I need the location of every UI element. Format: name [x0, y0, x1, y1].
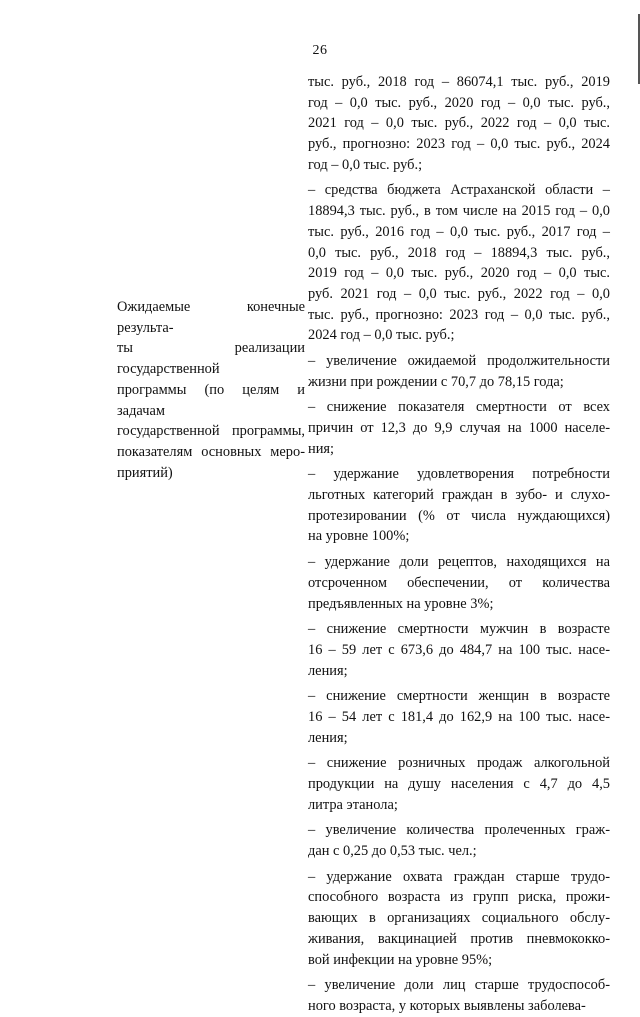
text-line: литра этанола;	[308, 796, 398, 813]
text-line: – удержание удовлетворения потребности	[308, 466, 610, 483]
paragraph-block	[308, 397, 610, 459]
text-line: тыс. руб., 2016 год – 0,0 тыс. руб., 2017 год –	[308, 223, 610, 240]
page-number: 26	[312, 43, 328, 58]
paragraph-block	[308, 820, 610, 861]
paragraph-block	[308, 464, 610, 547]
paragraph-block	[308, 552, 610, 614]
paragraph-block	[308, 619, 610, 681]
text-line: дан с 0,25 до 0,53 тыс. чел.;	[308, 843, 477, 860]
text-line: 2024 год – 0,0 тыс. руб.;	[308, 327, 455, 344]
text-line: тыс. руб., 2018 год – 86074,1 тыс. руб., 2019	[308, 74, 610, 90]
text-line: 16 – 54 лет с 181,4 до 162,9 на 100 тыс. насе-	[308, 708, 610, 725]
text-line: – снижение розничных продаж алкогольной	[308, 755, 610, 772]
heading-line: приятий)	[117, 464, 173, 481]
text-line: – увеличение ожидаемой продолжительности	[308, 352, 610, 369]
text-line: руб. 2021 год – 0,0 тыс. руб., 2022 год – 0,0	[308, 285, 610, 302]
text-line: 0,0 тыс. руб., 2018 год – 18894,3 тыс. руб.,	[308, 244, 610, 261]
text-line: – снижение смертности мужчин в возрасте	[308, 621, 610, 638]
text-line: 18894,3 тыс. руб., в том числе на 2015 год – 0,0	[308, 203, 610, 220]
text-line: – удержание доли рецептов, находящихся на	[308, 554, 610, 571]
text-line: протезировании (% от числа нуждающихся)	[308, 507, 610, 524]
text-line: – снижение смертности женщин в возрасте	[308, 688, 610, 705]
text-line: – увеличение доли лиц старше трудоспособ-	[308, 977, 610, 994]
left-heading-cell	[117, 297, 305, 483]
right-content-cell	[308, 72, 610, 1017]
text-line: 16 – 59 лет с 673,6 до 484,7 на 100 тыс. насе-	[308, 641, 610, 658]
text-line: вающих в организациях социального обслу-	[308, 910, 610, 927]
text-line: живания, вакцинацией против пневмококко-	[308, 930, 610, 947]
text-line: ния;	[308, 440, 335, 457]
text-line: год – 0,0 тыс. руб.;	[308, 156, 423, 173]
paragraph-block	[308, 867, 610, 970]
paragraph-block	[308, 975, 610, 1016]
heading-line: показателям основных меро-	[117, 443, 305, 460]
text-line: способного возраста из групп риска, прожи-	[308, 889, 610, 906]
text-line: льготных категорий граждан в зубо- и слухо-	[308, 487, 610, 504]
text-line: продукции на душу населения с 4,7 до 4,5	[308, 776, 610, 792]
heading-line: государственной программы,	[117, 423, 305, 440]
text-line: жизни при рождении с 70,7 до 78,15 года;	[308, 373, 564, 390]
heading-line: ты реализации государственной	[117, 340, 305, 378]
text-line: ления;	[308, 729, 348, 746]
text-line: причин от 12,3 до 9,9 случая на 1000 населе-	[308, 420, 610, 436]
text-line: 2019 год – 0,0 тыс. руб., 2020 год – 0,0 тыс.	[308, 265, 610, 282]
paragraph-block	[308, 753, 610, 815]
paragraph-block	[308, 686, 610, 748]
text-line: – средства бюджета Астраханской области –	[308, 182, 610, 199]
text-line: 2021 год – 0,0 тыс. руб., 2022 год – 0,0 тыс.	[308, 115, 610, 132]
text-line: вой инфекции на уровне 95%;	[308, 951, 493, 968]
text-line: ления;	[308, 662, 348, 679]
paragraph-block	[308, 351, 610, 392]
text-line: – удержание охвата граждан старше трудо-	[308, 868, 610, 885]
text-line: ного возраста, у которых выявлены заболева-	[308, 997, 586, 1014]
text-line: руб., прогнозно: 2023 год – 0,0 тыс. руб., 2024	[308, 136, 610, 153]
heading-line: программы (по целям и задачам	[117, 381, 305, 419]
paragraph-block	[308, 72, 610, 175]
text-line: – снижение показателя смертности от всех	[308, 399, 610, 416]
text-line: на уровне 100%;	[308, 528, 410, 545]
text-line: тыс. руб., прогнозно: 2023 год – 0,0 тыс. руб.,	[308, 306, 610, 323]
heading-line: Ожидаемые конечные результа-	[117, 299, 305, 336]
text-line: предъявленных на уровне 3%;	[308, 595, 494, 612]
paragraph-block	[308, 180, 610, 346]
text-line: год – 0,0 тыс. руб., 2020 год – 0,0 тыс. руб.,	[308, 94, 610, 111]
text-line: отсроченном обеспечении, от количества	[308, 574, 610, 591]
text-line: – увеличение количества пролеченных граж-	[308, 822, 610, 839]
